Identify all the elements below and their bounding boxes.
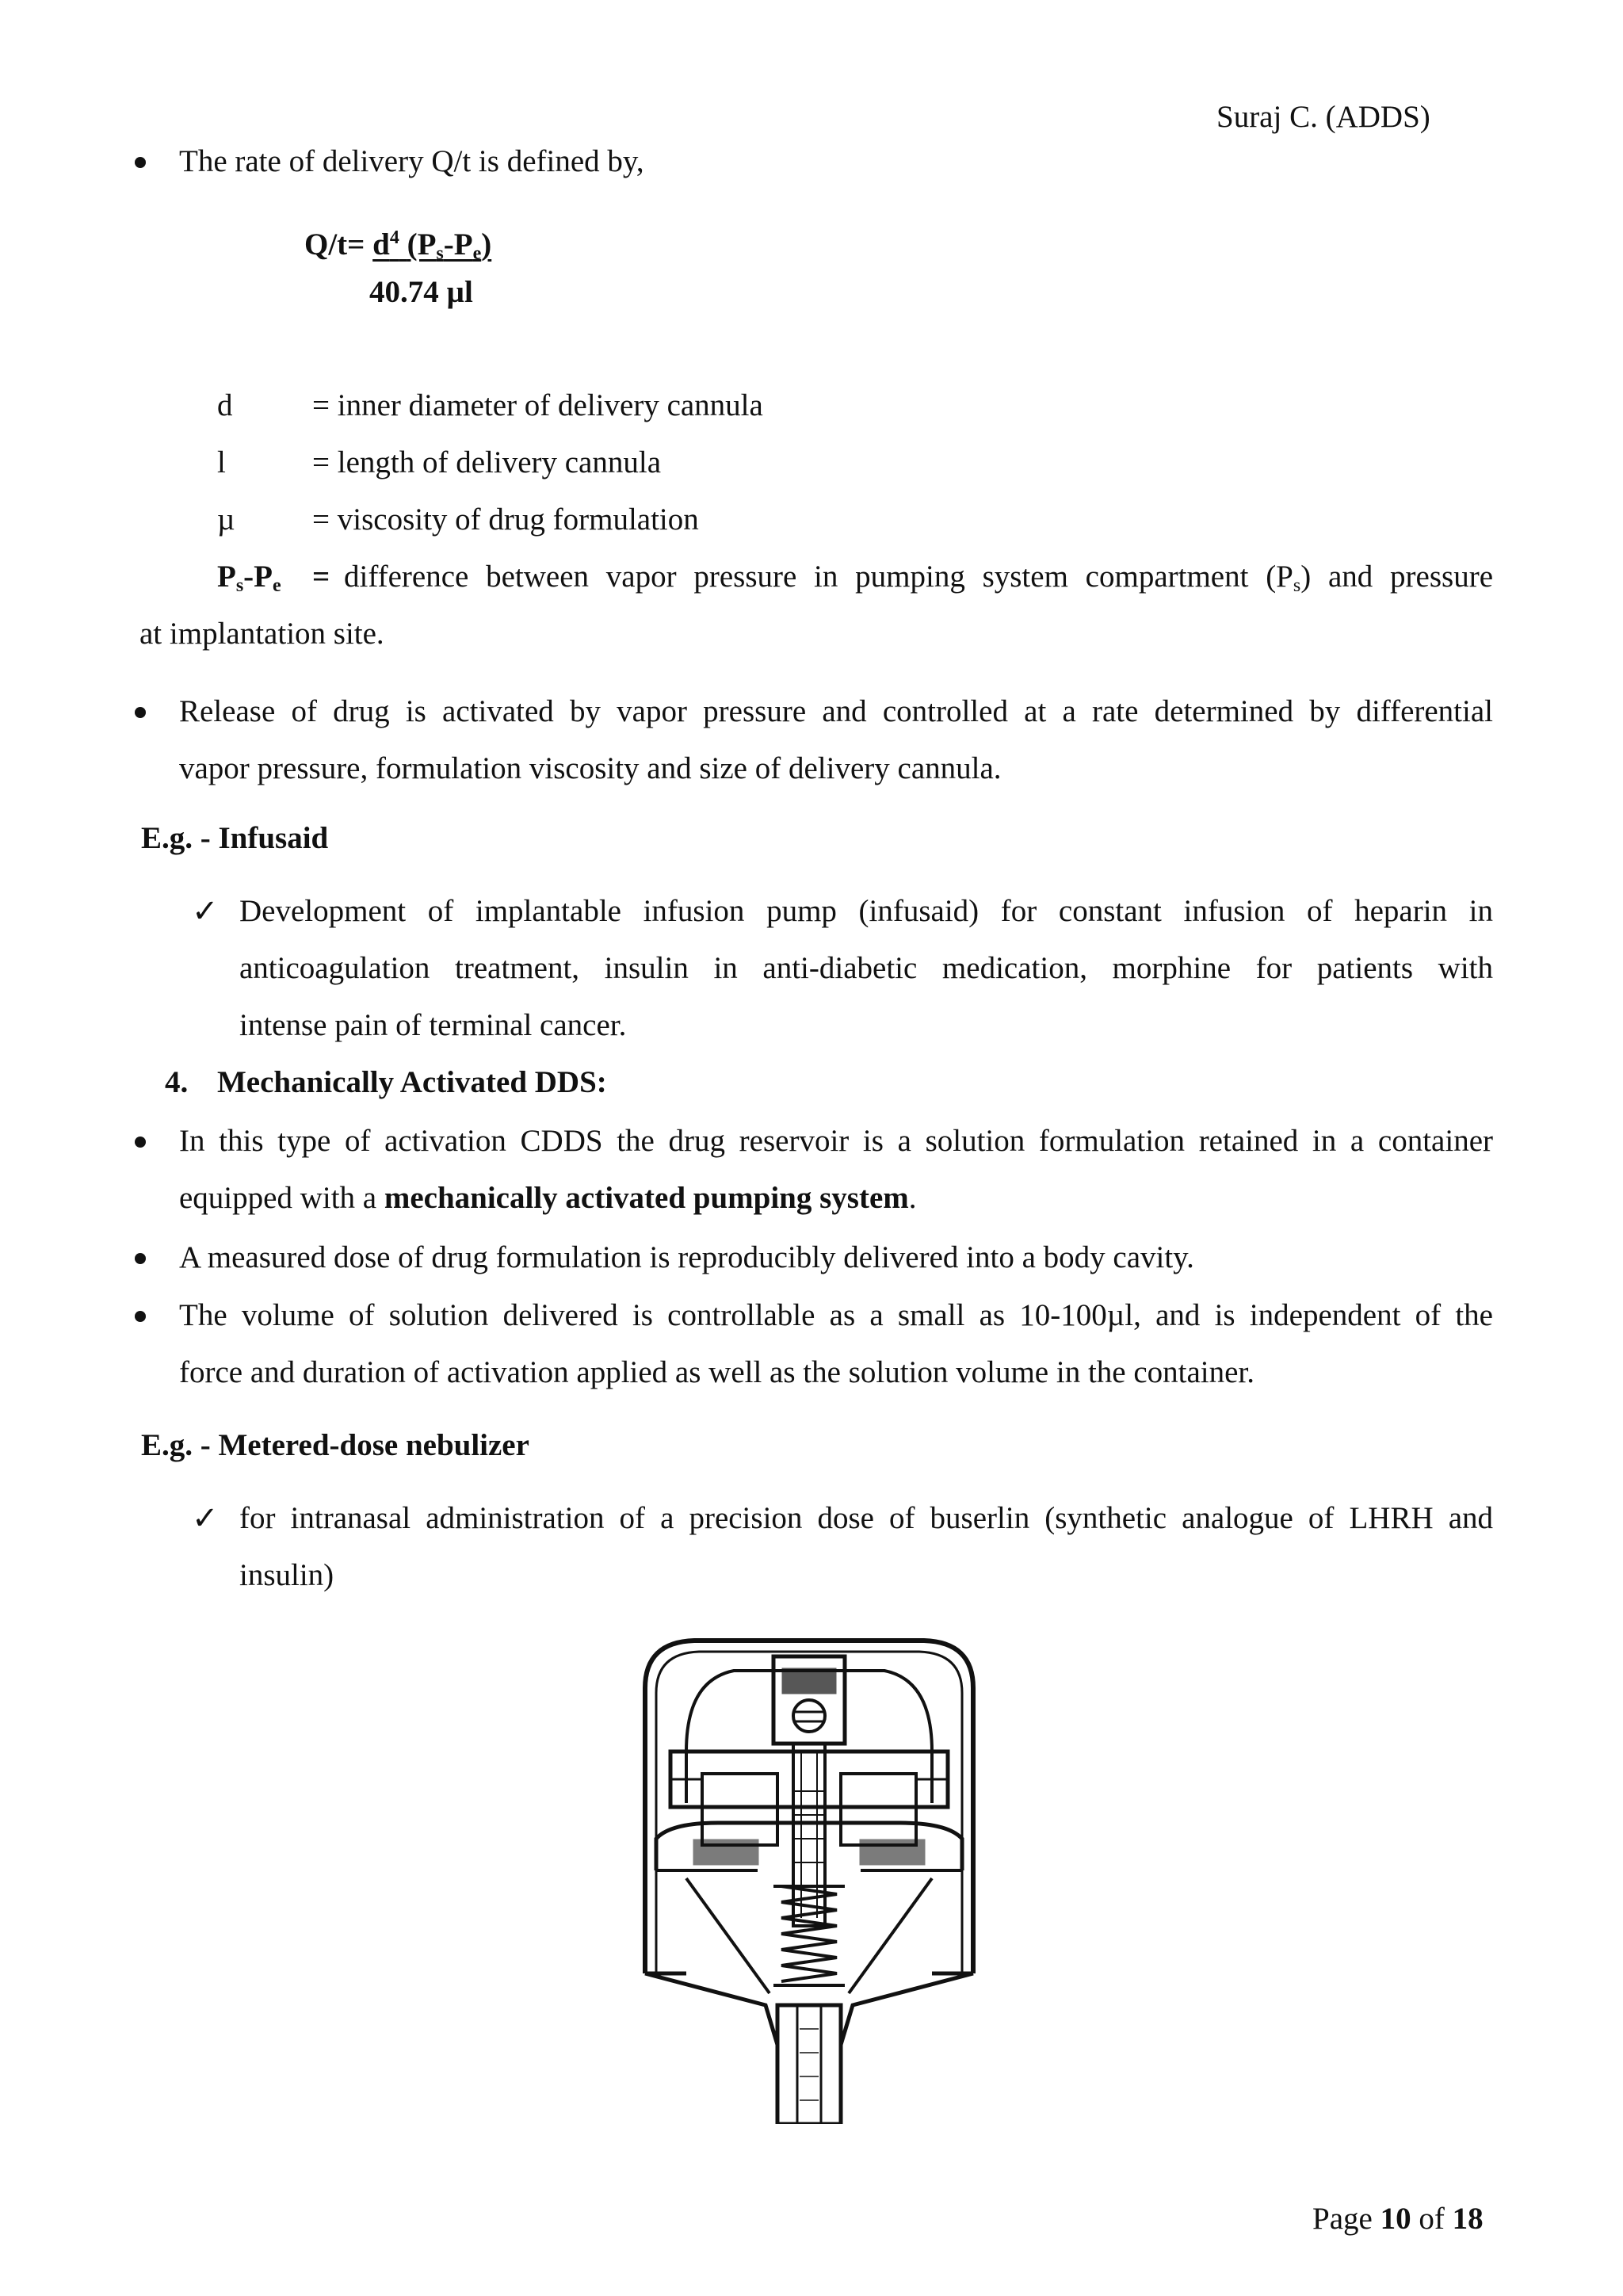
- check-icon: ✓: [192, 893, 219, 929]
- pressure-eq-sign: =: [312, 560, 330, 594]
- section-4-heading: [165, 1054, 607, 1111]
- rate-intro-text: The rate of delivery Q/t is defined by,: [179, 144, 644, 178]
- nebulizer-line-1: for intranasal administration of a precision dose of buserlin (synthetic analogue of LHRH and: [239, 1501, 1493, 1535]
- definition-d: [217, 377, 763, 434]
- diagram-spring: [781, 1886, 837, 1981]
- check-icon: ✓: [192, 1500, 219, 1536]
- mech-b1-line-1: In this type of activation CDDS the drug reservoir is a solution formulation retained in a container: [179, 1124, 1493, 1158]
- checklist-infusaid: [192, 883, 1493, 1054]
- section-title: Mechanically Activated DDS:: [217, 1065, 607, 1099]
- page-footer: [1312, 2191, 1484, 2248]
- diagram-dip-tube: [777, 2005, 841, 2124]
- page-label: Page: [1312, 2202, 1373, 2236]
- mech-b1-line-2: equipped with a mechanically activated pumping system.: [179, 1181, 917, 1215]
- infusaid-line-1: Development of implantable infusion pump (infusaid) for constant infusion of heparin in: [239, 894, 1493, 928]
- release-line-2: vapor pressure, formulation viscosity and size of delivery cannula.: [179, 751, 1002, 785]
- def-text: = inner diameter of delivery cannula: [312, 388, 763, 422]
- bullet-release: [179, 683, 1493, 797]
- def-symbol: µ: [217, 502, 235, 537]
- eq-lhs: Q/t=: [304, 227, 365, 262]
- def-symbol: d: [217, 388, 233, 422]
- definition-mu: [217, 491, 699, 548]
- mech-b3-line-2: force and duration of activation applied as well as the solution volume in the container.: [179, 1355, 1255, 1389]
- diagram-chamber: [670, 1752, 948, 1807]
- bullet-mech-2: [179, 1229, 1194, 1286]
- page-of: of: [1419, 2202, 1445, 2236]
- bullet-rate-intro: [179, 133, 644, 190]
- bullet-mech-1: [179, 1113, 1493, 1227]
- page-number: 10: [1380, 2202, 1411, 2236]
- def-symbol: l: [217, 445, 226, 479]
- infusaid-line-2: anticoagulation treatment, insulin in anti-diabetic medication, morphine for patients with: [239, 951, 1493, 985]
- eq-numerator: $d^4$ $(P_s-P_e)$: [372, 227, 492, 264]
- nebulizer-line-2: insulin): [239, 1558, 334, 1592]
- mech-b2-text: A measured dose of drug formulation is reproducibly delivered into a body cavity.: [179, 1240, 1194, 1274]
- pressure-symbol: $P_s-P_e$: [217, 560, 281, 596]
- header-author: Suraj C. (ADDS): [1216, 100, 1430, 134]
- nebulizer-diagram: [639, 1633, 980, 2124]
- example-infusaid-heading: E.g. - Infusaid: [141, 821, 329, 855]
- def-text: = viscosity of drug formulation: [312, 502, 699, 537]
- release-line-1: Release of drug is activated by vapor pressure and controlled at a rate determined by differential: [179, 694, 1493, 728]
- definition-l: [217, 434, 661, 491]
- pressure-desc-line2: at implantation site.: [139, 617, 384, 651]
- def-text: = length of delivery cannula: [312, 445, 662, 479]
- eq-denominator: 40.74 µl: [369, 275, 473, 309]
- mech-b3-line-1: The volume of solution delivered is controllable as a small as 10-100µl, and is independent of the: [179, 1298, 1493, 1332]
- checklist-nebulizer: [192, 1490, 1493, 1604]
- pressure-desc: difference between vapor pressure in pumping system compartment $(P_s)$ and pressure: [344, 560, 1494, 596]
- infusaid-line-3: intense pain of terminal cancer.: [239, 1008, 627, 1042]
- example-nebulizer-heading: E.g. - Metered-dose nebulizer: [141, 1428, 529, 1462]
- section-number: 4.: [165, 1065, 189, 1099]
- bullet-mech-3: [179, 1287, 1493, 1401]
- page-total: 18: [1452, 2202, 1484, 2236]
- definition-pressure: [217, 548, 1493, 614]
